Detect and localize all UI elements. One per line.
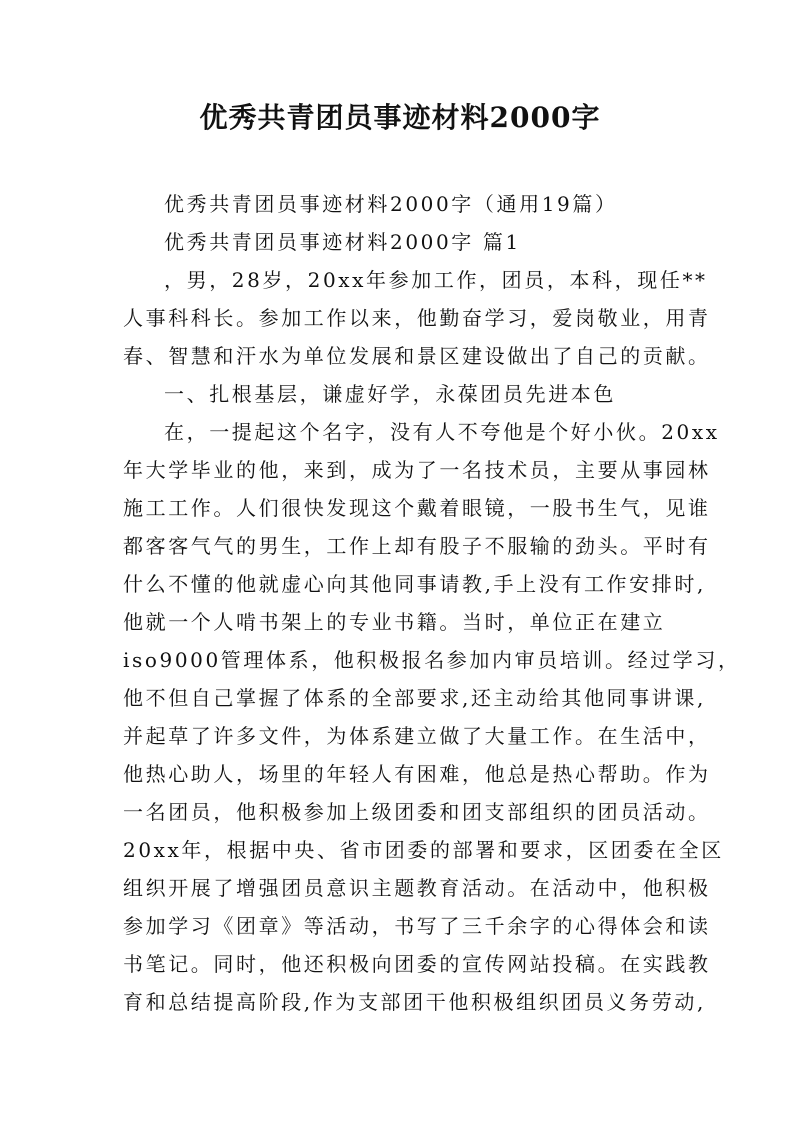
paragraph-line: 春、智慧和汗水为单位发展和景区建设做出了自己的贡献。 xyxy=(123,344,711,368)
paragraph-line: 他不但自己掌握了体系的全部要求,还主动给其他同事讲课, xyxy=(123,686,706,710)
section-heading: 一、扎根基层，谦虚好学，永葆团员先进本色 xyxy=(164,382,616,406)
paragraph-line: 年大学毕业的他，来到，成为了一名技术员，主要从事园林 xyxy=(123,458,711,482)
paragraph-line: 优秀共青团员事迹材料2000字 篇1 xyxy=(164,230,521,254)
paragraph-line: 参加学习《团章》等活动，书写了三千余字的心得体会和读 xyxy=(123,914,711,938)
paragraph-line: 一名团员，他积极参加上级团委和团支部组织的团员活动。 xyxy=(123,800,711,824)
paragraph-line: 优秀共青团员事迹材料2000字（通用19篇） xyxy=(164,192,618,216)
paragraph-line: 育和总结提高阶段,作为支部团干他积极组织团员义务劳动, xyxy=(123,990,706,1014)
paragraph-line: 书笔记。同时，他还积极向团委的宣传网站投稿。在实践教 xyxy=(123,952,711,976)
paragraph-line: 组织开展了增强团员意识主题教育活动。在活动中，他积极 xyxy=(123,876,711,900)
paragraph-line: 人事科科长。参加工作以来，他勤奋学习，爱岗敬业，用青 xyxy=(123,306,711,330)
paragraph-line: 他就一个人啃书架上的专业书籍。当时，单位正在建立 xyxy=(123,610,666,634)
paragraph-line: 20xx年，根据中央、省市团委的部署和要求，区团委在全区 xyxy=(123,838,724,862)
paragraph-line: 在，一提起这个名字，没有人不夸他是个好小伙。20xx xyxy=(164,420,720,444)
paragraph-line: iso9000管理体系，他积极报名参加内审员培训。经过学习， xyxy=(123,648,741,672)
paragraph-line: 什么不懂的他就虚心向其他同事请教,手上没有工作安排时, xyxy=(123,572,706,596)
paragraph-line: 施工工作。人们很快发现这个戴着眼镜，一股书生气，见谁 xyxy=(123,496,711,520)
paragraph-line: ，男，28岁，20xx年参加工作，团员，本科，现任** xyxy=(164,268,708,292)
document-title: 优秀共青团员事迹材料2000字 xyxy=(199,101,601,134)
paragraph-line: 他热心助人，场里的年轻人有困难，他总是热心帮助。作为 xyxy=(123,762,711,786)
paragraph-line: 并起草了许多文件，为体系建立做了大量工作。在生活中， xyxy=(123,724,711,748)
paragraph-line: 都客客气气的男生，工作上却有股子不服输的劲头。平时有 xyxy=(123,534,711,558)
